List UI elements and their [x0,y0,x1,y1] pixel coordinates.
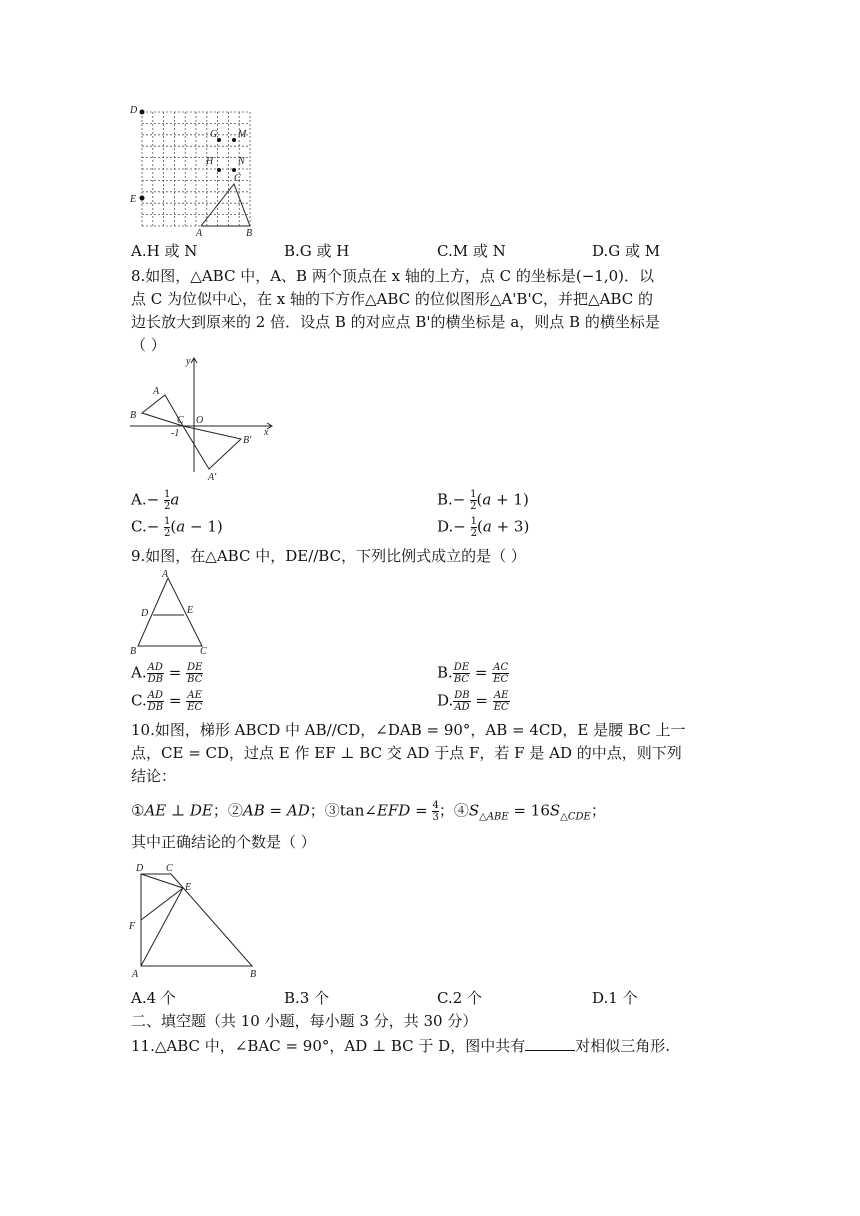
q9-label-D: D [141,608,149,619]
q10-question: 其中正确结论的个数是（ ） [131,833,316,851]
q7-option-d: D.G 或 M [592,242,661,260]
q7-label-D: D [130,105,138,116]
q9-option-c: C. $\frac{AD}{DB}$ = $\frac{AE}{EC}$ [131,690,203,713]
q11-stem [131,1036,670,1056]
q7-label-M: M [238,129,247,140]
q10-label-C: C [166,863,173,874]
q8-label-Bprime: B' [243,435,252,446]
q10-label-F: F [129,921,136,932]
q8-label-A: A [153,386,160,397]
q7-option-a: A.H 或 N [131,242,198,260]
q8-label-B: B [130,410,137,421]
q7-label-C: C [234,173,241,184]
q8-coordinate-figure [126,352,276,484]
q9-label-B: B [130,646,137,657]
q9-triangle-figure [126,568,216,658]
q9-label-C: C [200,646,207,657]
q8-label-Aprime: A' [208,472,217,483]
q10-option-b: B.3 个 [284,989,330,1007]
q10-conclusions: ①AE ⊥ DE；②AB = AD；③tan∠EFD = $\frac{4}{3}$ ；$④S_{\triangle ABE} = 16S_{\triangle CDE}$； [131,800,606,823]
q8-stem-line4: （ ） [131,336,166,354]
q10-label-E: E [185,882,192,893]
section-title: 二、填空题（共 10 小题，每小题 3 分，共 30 分） [131,1012,478,1030]
q9-label-E: E [187,605,194,616]
q8-option-c: C.− $\frac{1}{2}$ (a − 1) [131,516,223,539]
q7-label-E: E [130,194,137,205]
q10-stem-line1: 10.如图，梯形 ABCD 中 AB//CD，∠DAB = 90°，AB = 4CD，E 是腰 BC 上一 [131,721,686,739]
q8-label-C: C [177,415,184,426]
q8-label-minus1: -1 [171,428,180,439]
q10-trapezoid-figure [126,858,266,982]
q10-label-D: D [136,863,144,874]
q7-label-H: H [206,156,214,167]
q7-option-c: C.M 或 N [437,242,506,260]
q9-option-a: A. $\frac{AD}{DB}$ = $\frac{DE}{BC}$ [131,662,203,685]
q7-label-G: G [210,129,218,140]
q10-option-a: A.4 个 [131,989,176,1007]
q8-label-x: x [264,427,269,438]
q11-stem-after: 对相似三角形. [575,1037,670,1055]
q9-option-b: B. $\frac{DE}{BC}$ = $\frac{AC}{EC}$ [437,662,509,685]
q7-label-A: A [196,228,203,239]
q10-label-A: A [132,969,139,980]
q11-stem-before: 11.△ABC 中，∠BAC = 90°，AD ⊥ BC 于 D，图中共有 [131,1037,526,1055]
q8-option-d: D.− $\frac{1}{2}$ (a + 3) [437,516,530,539]
q10-option-c: C.2 个 [437,989,483,1007]
q10-stem-line3: 结论： [131,767,177,785]
q9-option-d: D. $\frac{DB}{AD}$ = $\frac{AE}{EC}$ [437,690,509,713]
q10-stem-line2: 点，CE = CD，过点 E 作 EF ⊥ BC 交 AD 于点 F，若 F 是 AD 的中点，则下列 [131,744,682,762]
q7-grid-figure [126,100,262,240]
q8-label-y: y [186,356,191,367]
q10-option-d: D.1 个 [592,989,638,1007]
q8-label-O: O [196,415,204,426]
q10-label-B: B [250,969,257,980]
q7-label-N: N [238,156,245,167]
q11-answer-blank[interactable] [525,1036,575,1051]
q8-stem-line3: 边长放大到原来的 2 倍．设点 B 的对应点 B'的横坐标是 a，则点 B 的横坐标是 [131,313,660,331]
q9-stem: 9.如图，在△ABC 中，DE//BC，下列比例式成立的是（ ） [131,547,526,565]
q7-label-B: B [246,228,253,239]
q9-label-A: A [162,569,169,580]
q8-stem-line1: 8.如图，△ABC 中，A、B 两个顶点在 x 轴的上方，点 C 的坐标是(−1,0)．以 [131,267,654,285]
q7-option-b: B.G 或 H [284,242,350,260]
q8-option-a: A.− $\frac{1}{2}$ a [131,489,180,512]
q8-stem-line2: 点 C 为位似中心，在 x 轴的下方作△ABC 的位似图形△A'B'C，并把△ABC 的 [131,290,653,308]
q8-option-b: B.− $\frac{1}{2}$ (a + 1) [437,489,529,512]
